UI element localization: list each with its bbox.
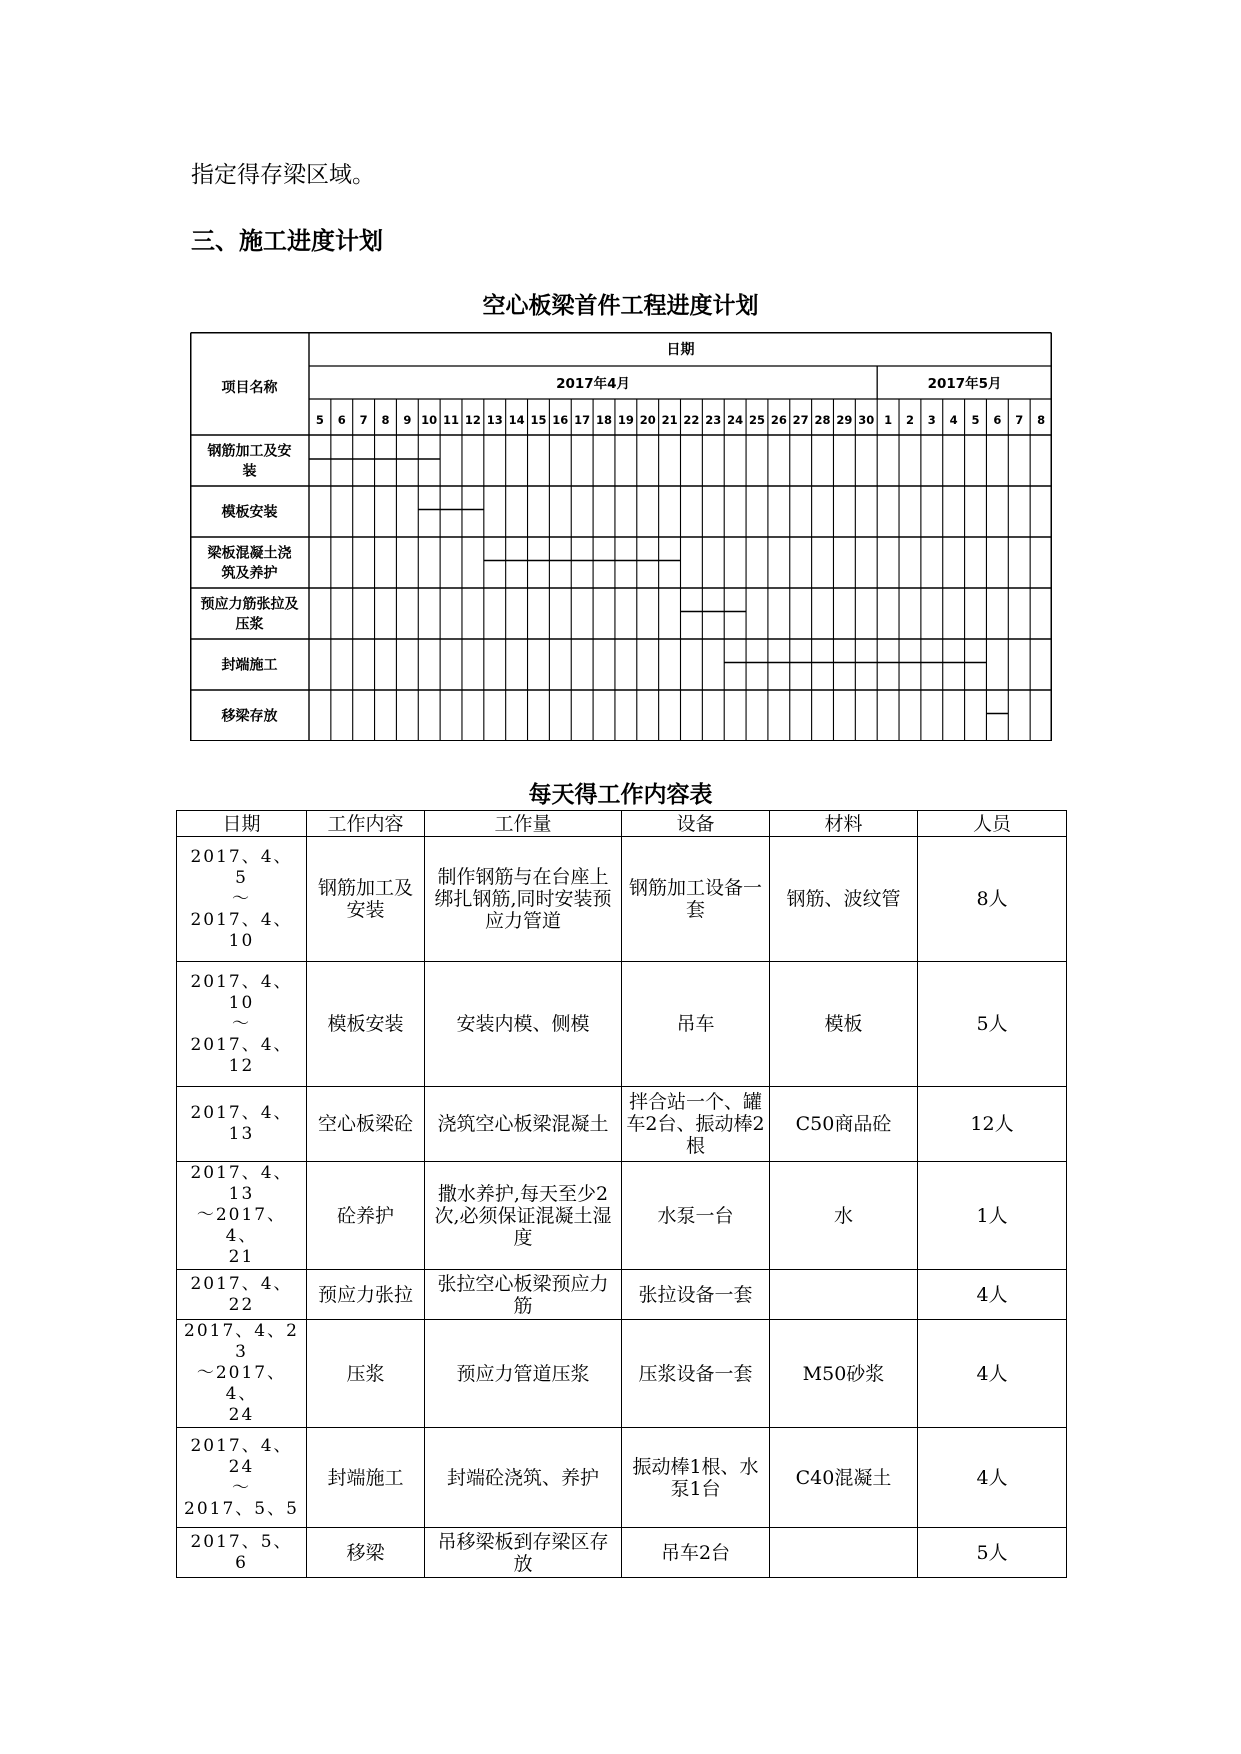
day-label-25: 25 — [748, 413, 765, 427]
content-cell: 模板安装 — [307, 962, 425, 1087]
content-cell: 空心板梁砼 — [307, 1087, 425, 1162]
day-label-20: 20 — [639, 413, 656, 427]
date-line: 2017、5、 — [190, 1531, 293, 1552]
date-line: 2017、4、 — [190, 971, 293, 992]
day-label-8: 8 — [381, 413, 390, 427]
day-label-12: 12 — [464, 413, 481, 427]
table-row — [177, 1087, 1067, 1162]
task-name-line: 装 — [242, 463, 257, 480]
date-line: ～ — [232, 1477, 251, 1498]
table-row — [177, 1320, 1067, 1428]
material-cell: 钢筋、波纹管 — [770, 837, 918, 962]
date-line: 10 — [228, 930, 255, 951]
day-label-26: 26 — [770, 413, 787, 427]
workload-cell: 安装内模、侧模 — [425, 962, 622, 1087]
daily-work-table — [176, 810, 1067, 1578]
day-label-5: 5 — [315, 413, 324, 427]
date-cell — [177, 962, 307, 1087]
date-line: 13 — [228, 1184, 255, 1204]
material-cell: 水 — [770, 1162, 918, 1270]
content-header: 工作内容 — [307, 811, 425, 837]
date-line: 2017、4、 — [190, 1273, 293, 1294]
day-label-22: 22 — [683, 413, 700, 427]
table-row — [177, 1162, 1067, 1270]
table-row — [177, 1528, 1067, 1578]
day-label-11: 11 — [443, 413, 460, 427]
intro-paragraph: 指定得存梁区域。 — [191, 162, 375, 188]
day-label-4: 4 — [949, 413, 958, 427]
date-line: ～2017、4、 — [196, 1205, 287, 1246]
section-heading: 三、施工进度计划 — [191, 227, 383, 255]
daily-table-title: 每天得工作内容表 — [528, 782, 713, 808]
content-cell: 压浆 — [307, 1320, 425, 1428]
content-cell: 钢筋加工及安装 — [307, 837, 425, 962]
staff-cell: 1人 — [918, 1162, 1067, 1270]
material-cell: M50砂浆 — [770, 1320, 918, 1428]
day-label-5: 5 — [971, 413, 980, 427]
gantt-title: 空心板梁首件工程进度计划 — [482, 293, 759, 319]
date-line: 2017、4、 — [190, 1163, 293, 1183]
day-label-30: 30 — [858, 413, 875, 427]
date-cell — [177, 1428, 307, 1528]
task-name-line: 封端施工 — [221, 657, 278, 674]
material-cell: C50商品砼 — [770, 1087, 918, 1162]
date-line: 24 — [228, 1456, 255, 1477]
day-label-13: 13 — [486, 413, 503, 427]
table-row — [177, 1270, 1067, 1320]
date-line: ～ — [232, 1013, 251, 1034]
date-line: 24 — [228, 1405, 255, 1425]
material-header: 材料 — [770, 811, 918, 837]
content-cell: 封端施工 — [307, 1428, 425, 1528]
equipment-cell: 压浆设备一套 — [622, 1320, 770, 1428]
date-line: ～2017、4、 — [196, 1363, 287, 1404]
workload-cell: 张拉空心板梁预应力筋 — [425, 1270, 622, 1320]
day-label-8: 8 — [1037, 413, 1046, 427]
date-header: 日期 — [666, 342, 695, 358]
day-label-21: 21 — [661, 413, 678, 427]
equipment-cell: 拌合站一个、罐车2台、振动棒2根 — [622, 1087, 770, 1162]
staff-header: 人员 — [918, 811, 1067, 837]
table-row — [177, 962, 1067, 1087]
material-cell — [770, 1528, 918, 1578]
date-line: 13 — [228, 1124, 255, 1144]
day-label-17: 17 — [574, 413, 591, 427]
task-name-line: 模板安装 — [221, 504, 278, 521]
table-row — [177, 1428, 1067, 1528]
equipment-cell: 张拉设备一套 — [622, 1270, 770, 1320]
day-label-15: 15 — [530, 413, 547, 427]
day-label-19: 19 — [617, 413, 634, 427]
staff-cell: 4人 — [918, 1320, 1067, 1428]
content-cell: 砼养护 — [307, 1162, 425, 1270]
material-cell — [770, 1270, 918, 1320]
content-cell: 移梁 — [307, 1528, 425, 1578]
date-line: ～ — [232, 888, 251, 909]
gantt-chart — [190, 332, 1052, 741]
item-name-header: 项目名称 — [221, 380, 278, 396]
month-label-may: 2017年5月 — [927, 376, 1002, 392]
task-name-line: 移梁存放 — [221, 708, 278, 725]
day-label-1: 1 — [884, 413, 893, 427]
date-line: 21 — [228, 1247, 255, 1267]
staff-cell: 8人 — [918, 837, 1067, 962]
day-label-28: 28 — [814, 413, 831, 427]
date-cell — [177, 1320, 307, 1428]
date-line: 2017、4、2 — [184, 1321, 299, 1341]
equipment-header: 设备 — [622, 811, 770, 837]
material-cell: 模板 — [770, 962, 918, 1087]
date-line: 2017、5、5 — [184, 1498, 299, 1519]
date-line: 2017、4、 — [190, 846, 293, 867]
material-cell: C40混凝土 — [770, 1428, 918, 1528]
staff-cell: 5人 — [918, 962, 1067, 1087]
equipment-cell: 振动棒1根、水泵1台 — [622, 1428, 770, 1528]
content-cell: 预应力张拉 — [307, 1270, 425, 1320]
day-label-9: 9 — [403, 413, 412, 427]
month-label-april: 2017年4月 — [556, 376, 631, 392]
workload-cell: 吊移梁板到存梁区存放 — [425, 1528, 622, 1578]
day-label-27: 27 — [792, 413, 809, 427]
date-line: 2017、4、 — [190, 909, 293, 930]
workload-header: 工作量 — [425, 811, 622, 837]
staff-cell: 4人 — [918, 1428, 1067, 1528]
day-label-14: 14 — [508, 413, 525, 427]
date-line: 2017、4、 — [190, 1103, 293, 1123]
workload-cell: 制作钢筋与在台座上绑扎钢筋,同时安装预应力管道 — [425, 837, 622, 962]
day-label-18: 18 — [596, 413, 613, 427]
date-line: 22 — [228, 1294, 255, 1315]
equipment-cell: 水泵一台 — [622, 1162, 770, 1270]
date-line: 6 — [235, 1552, 248, 1573]
day-label-3: 3 — [927, 413, 936, 427]
workload-cell: 封端砼浇筑、养护 — [425, 1428, 622, 1528]
workload-cell: 浇筑空心板梁混凝土 — [425, 1087, 622, 1162]
date-header: 日期 — [177, 811, 307, 837]
date-line: 12 — [228, 1055, 255, 1076]
day-label-29: 29 — [836, 413, 853, 427]
workload-cell: 撒水养护,每天至少2次,必须保证混凝土湿度 — [425, 1162, 622, 1270]
date-cell — [177, 1270, 307, 1320]
equipment-cell: 吊车 — [622, 962, 770, 1087]
day-label-6: 6 — [993, 413, 1002, 427]
gantt-svg — [190, 332, 1052, 741]
date-line: 3 — [235, 1342, 248, 1362]
task-name-line: 预应力筋张拉及 — [200, 596, 299, 613]
task-name-line: 筑及养护 — [221, 565, 278, 582]
date-line: 10 — [228, 992, 255, 1013]
date-line: 2017、4、 — [190, 1435, 293, 1456]
date-cell — [177, 1162, 307, 1270]
task-name-line: 压浆 — [235, 616, 264, 633]
table-row — [177, 837, 1067, 962]
day-label-10: 10 — [421, 413, 438, 427]
staff-cell: 5人 — [918, 1528, 1067, 1578]
equipment-cell: 钢筋加工设备一套 — [622, 837, 770, 962]
table-header-row — [177, 811, 1067, 837]
equipment-cell: 吊车2台 — [622, 1528, 770, 1578]
workload-cell: 预应力管道压浆 — [425, 1320, 622, 1428]
date-cell — [177, 1087, 307, 1162]
day-label-2: 2 — [905, 413, 914, 427]
task-name-line: 梁板混凝土浇 — [207, 545, 292, 562]
day-label-7: 7 — [359, 413, 368, 427]
day-label-16: 16 — [552, 413, 569, 427]
day-label-6: 6 — [337, 413, 346, 427]
date-cell — [177, 1528, 307, 1578]
staff-cell: 4人 — [918, 1270, 1067, 1320]
task-name-line: 钢筋加工及安 — [207, 443, 292, 460]
date-line: 2017、4、 — [190, 1034, 293, 1055]
staff-cell: 12人 — [918, 1087, 1067, 1162]
day-label-7: 7 — [1015, 413, 1024, 427]
day-label-24: 24 — [727, 413, 744, 427]
day-label-23: 23 — [705, 413, 722, 427]
date-line: 5 — [235, 867, 248, 888]
date-cell — [177, 837, 307, 962]
